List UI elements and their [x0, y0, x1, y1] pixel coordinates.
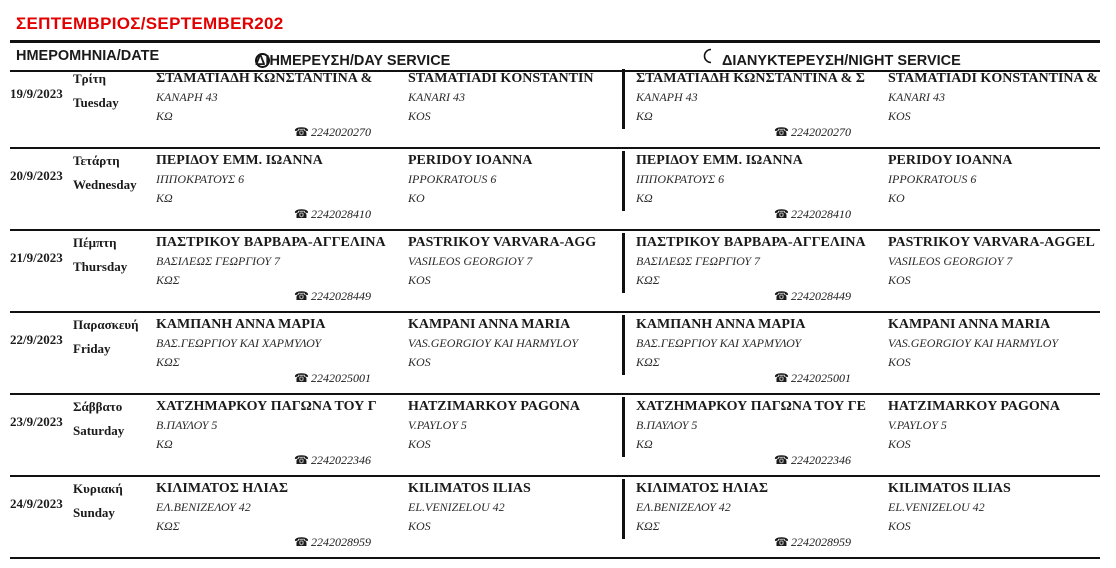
town: ΚΩ — [156, 437, 173, 451]
town: KOS — [408, 437, 431, 451]
phone-icon: ☎ — [294, 371, 309, 385]
night-entry-english — [888, 233, 1100, 290]
table-row — [10, 397, 1100, 477]
address: ΒΑΣΙΛΕΩΣ ΓΕΩΡΓΙΟΥ 7 — [156, 254, 281, 268]
town: ΚΩ — [636, 109, 653, 123]
day-entry-greek — [156, 151, 404, 208]
day-phone — [294, 453, 371, 468]
pharmacist-name: ΠΕΡΙΔΟΥ ΕΜΜ. ΙΩΑΝΝΑ — [156, 153, 323, 168]
table-row — [10, 233, 1100, 313]
table-row — [10, 315, 1100, 395]
day-entry-greek — [156, 69, 404, 126]
address: ΒΑΣ.ΓΕΩΡΓΙΟΥ ΚΑΙ ΧΑΡΜΥΛΟΥ — [156, 336, 322, 350]
phone-icon: ☎ — [774, 535, 789, 549]
day-phone-number: 2242028959 — [310, 535, 371, 549]
day-entry-english — [408, 315, 608, 372]
pharmacist-name: ΣΤΑΜΑΤΙΑΔΗ ΚΩΝΣΤΑΝΤΙΝΑ & Σ — [636, 71, 865, 86]
address: VASILEOS GEORGIOY 7 — [408, 254, 533, 268]
town: KO — [888, 191, 905, 205]
table-row — [10, 69, 1100, 149]
address: Β.ΠΑΥΛΟΥ 5 — [636, 418, 698, 432]
pharmacist-name: PERIDOY IOANNA — [888, 153, 1013, 168]
table-header — [10, 40, 1100, 72]
weekday-greek: Κυριακή — [73, 481, 123, 496]
night-phone — [774, 453, 851, 468]
address: IPPOKRATOUS 6 — [408, 172, 497, 186]
row-date: 19/9/2023 — [10, 86, 63, 101]
pharmacist-name: STAMATIADI KONSTANTINA & — [888, 71, 1099, 86]
phone-icon: ☎ — [774, 289, 789, 303]
pharmacist-name: KAMPANI ANNA MARIA — [408, 317, 571, 332]
night-phone — [774, 535, 851, 550]
night-phone-number: 2242025001 — [790, 371, 851, 385]
town: ΚΩΣ — [156, 519, 180, 533]
pharmacist-name: ΣΤΑΜΑΤΙΑΔΗ ΚΩΝΣΤΑΝΤΙΝΑ & — [156, 71, 373, 86]
address: ΚΑΝΑΡΗ 43 — [636, 90, 698, 104]
address: ΒΑΣ.ΓΕΩΡΓΙΟΥ ΚΑΙ ΧΑΡΜΥΛΟΥ — [636, 336, 802, 350]
address: V.PAYLOY 5 — [408, 418, 467, 432]
town: KOS — [408, 519, 431, 533]
pharmacist-name: PASTRIKOY VARVARA-AGGEL — [888, 235, 1095, 250]
address: ΕΛ.ΒΕΝΙΖΕΛΟΥ 42 — [636, 500, 731, 514]
phone-icon: ☎ — [294, 535, 309, 549]
town: KOS — [408, 355, 431, 369]
row-date: 24/9/2023 — [10, 496, 63, 511]
weekday-english: Sunday — [73, 505, 115, 520]
address: VAS.GEORGIOY KAI HARMYLOY — [408, 336, 579, 350]
phone-icon: ☎ — [294, 207, 309, 221]
address: KANARI 43 — [408, 90, 465, 104]
town: KOS — [888, 355, 911, 369]
day-phone-number: 2242025001 — [310, 371, 371, 385]
town: ΚΩΣ — [156, 273, 180, 287]
address: ΚΑΝΑΡΗ 43 — [156, 90, 218, 104]
address: ΒΑΣΙΛΕΩΣ ΓΕΩΡΓΙΟΥ 7 — [636, 254, 761, 268]
column-divider — [622, 233, 625, 293]
weekday-greek: Πέμπτη — [73, 235, 117, 250]
night-service-header-label: ΔΙΑΝΥΚΤΕΡΕΥΣΗ/NIGHT SERVICE — [722, 53, 961, 69]
day-entry-english — [408, 69, 608, 126]
town: ΚΩ — [636, 437, 653, 451]
day-entry-english — [408, 233, 608, 290]
pharmacist-name: HATZIMARKOY PAGONA — [888, 399, 1061, 414]
night-entry-english — [888, 315, 1100, 372]
address: IPPOKRATOUS 6 — [888, 172, 977, 186]
night-phone-number: 2242028410 — [790, 207, 851, 221]
address: VASILEOS GEORGIOY 7 — [888, 254, 1013, 268]
phone-icon: ☎ — [774, 371, 789, 385]
night-phone-number: 2242028959 — [790, 535, 851, 549]
pharmacist-name: ΚΙΛΙΜΑΤΟΣ ΗΛΙΑΣ — [636, 481, 769, 496]
night-entry-greek — [636, 233, 884, 290]
town: KOS — [888, 109, 911, 123]
town: ΚΩΣ — [156, 355, 180, 369]
night-phone-number: 2242022346 — [790, 453, 851, 467]
weekday-greek: Παρασκευή — [73, 317, 139, 332]
phone-icon: ☎ — [774, 453, 789, 467]
pharmacist-name: KILIMATOS ILIAS — [888, 481, 1011, 496]
day-phone-number: 2242020270 — [310, 125, 371, 139]
pharmacist-name: KILIMATOS ILIAS — [408, 481, 531, 496]
night-entry-english — [888, 151, 1100, 208]
day-entry-greek — [156, 397, 404, 454]
address: ΙΠΠΟΚΡΑΤΟΥΣ 6 — [636, 172, 725, 186]
weekday-english: Thursday — [73, 259, 128, 274]
column-divider — [622, 151, 625, 211]
night-entry-greek — [636, 479, 884, 536]
phone-icon: ☎ — [294, 125, 309, 139]
town: KOS — [888, 437, 911, 451]
column-divider — [622, 69, 625, 129]
night-entry-greek — [636, 315, 884, 372]
weekday-greek: Τετάρτη — [73, 153, 120, 168]
town: ΚΩΣ — [636, 273, 660, 287]
pharmacist-name: PERIDOY IOANNA — [408, 153, 533, 168]
pharmacist-name: ΠΑΣΤΡΙΚΟΥ ΒΑΡΒΑΡΑ-ΑΓΓΕΛΙΝΑ — [636, 235, 866, 250]
town: ΚΩ — [156, 191, 173, 205]
day-phone-number: 2242028449 — [310, 289, 371, 303]
weekday-english: Tuesday — [73, 95, 119, 110]
page-title: ΣΕΠΤΕΜΒΡΙΟΣ/SEPTEMBER202 — [16, 14, 284, 33]
weekday-greek: Σάββατο — [73, 399, 123, 414]
town: ΚΩ — [156, 109, 173, 123]
phone-icon: ☎ — [774, 125, 789, 139]
column-divider — [622, 479, 625, 539]
pharmacist-name: ΚΑΜΠΑΝΗ ΑΝΝΑ ΜΑΡΙΑ — [636, 317, 806, 332]
phone-icon: ☎ — [294, 453, 309, 467]
pharmacist-name: ΧΑΤΖΗΜΑΡΚΟΥ ΠΑΓΩΝΑ ΤΟΥ ΓΕ — [636, 399, 867, 414]
weekday-greek: Τρίτη — [73, 71, 107, 86]
night-phone — [774, 125, 851, 140]
day-phone — [294, 289, 371, 304]
day-entry-english — [408, 397, 608, 454]
day-phone — [294, 125, 371, 140]
address: KANARI 43 — [888, 90, 945, 104]
night-phone-number: 2242028449 — [790, 289, 851, 303]
night-phone — [774, 371, 851, 386]
night-entry-english — [888, 397, 1100, 454]
row-date: 23/9/2023 — [10, 414, 63, 429]
row-date: 22/9/2023 — [10, 332, 63, 347]
address: ΙΠΠΟΚΡΑΤΟΥΣ 6 — [156, 172, 245, 186]
column-divider — [622, 397, 625, 457]
day-entry-greek — [156, 479, 404, 536]
day-entry-greek — [156, 315, 404, 372]
pharmacist-name: ΧΑΤΖΗΜΑΡΚΟΥ ΠΑΓΩΝΑ ΤΟΥ Γ — [156, 399, 377, 414]
night-entry-greek — [636, 151, 884, 208]
pharmacist-name: ΠΕΡΙΔΟΥ ΕΜΜ. ΙΩΑΝΝΑ — [636, 153, 803, 168]
pharmacist-name: ΠΑΣΤΡΙΚΟΥ ΒΑΡΒΑΡΑ-ΑΓΓΕΛΙΝΑ — [156, 235, 386, 250]
day-phone-number: 2242028410 — [310, 207, 371, 221]
day-entry-english — [408, 151, 608, 208]
town: KOS — [888, 519, 911, 533]
day-phone — [294, 535, 371, 550]
table-row — [10, 479, 1100, 559]
weekday-english: Wednesday — [73, 177, 137, 192]
column-divider — [622, 315, 625, 375]
night-phone — [774, 207, 851, 222]
day-service-header-label: ΔΙΗΜΕΡΕΥΣΗ/DAY SERVICE — [255, 53, 451, 69]
night-entry-english — [888, 69, 1100, 126]
town: KO — [408, 191, 425, 205]
night-entry-greek — [636, 397, 884, 454]
address: EL.VENIZELOU 42 — [408, 500, 505, 514]
pharmacist-name: HATZIMARKOY PAGONA — [408, 399, 581, 414]
night-entry-english — [888, 479, 1100, 536]
day-phone-number: 2242022346 — [310, 453, 371, 467]
town: ΚΩΣ — [636, 519, 660, 533]
town: KOS — [408, 273, 431, 287]
weekday-english: Friday — [73, 341, 111, 356]
date-column-header: ΗΜΕΡΟΜΗΝΙΑ/DATE — [16, 48, 160, 64]
moon-icon — [700, 48, 716, 64]
address: ΕΛ.ΒΕΝΙΖΕΛΟΥ 42 — [156, 500, 251, 514]
row-date: 20/9/2023 — [10, 168, 63, 183]
pharmacist-name: PASTRIKOY VARVARA-AGG — [408, 235, 597, 250]
schedule-rows — [10, 69, 1100, 561]
weekday-english: Saturday — [73, 423, 125, 438]
address: EL.VENIZELOU 42 — [888, 500, 985, 514]
day-phone — [294, 371, 371, 386]
night-service-header — [700, 48, 961, 69]
phone-icon: ☎ — [774, 207, 789, 221]
address: VAS.GEORGIOY KAI HARMYLOY — [888, 336, 1059, 350]
pharmacist-name: STAMATIADI KONSTANTIN — [408, 71, 594, 86]
pharmacist-name: KAMPANI ANNA MARIA — [888, 317, 1051, 332]
night-phone — [774, 289, 851, 304]
town: KOS — [888, 273, 911, 287]
town: ΚΩ — [636, 191, 653, 205]
pharmacist-name: ΚΑΜΠΑΝΗ ΑΝΝΑ ΜΑΡΙΑ — [156, 317, 326, 332]
pharmacist-name: ΚΙΛΙΜΑΤΟΣ ΗΛΙΑΣ — [156, 481, 289, 496]
town: KOS — [408, 109, 431, 123]
night-entry-greek — [636, 69, 884, 126]
table-row — [10, 151, 1100, 231]
address: Β.ΠΑΥΛΟΥ 5 — [156, 418, 218, 432]
row-date: 21/9/2023 — [10, 250, 63, 265]
day-phone — [294, 207, 371, 222]
address: V.PAYLOY 5 — [888, 418, 947, 432]
day-entry-greek — [156, 233, 404, 290]
phone-icon: ☎ — [294, 289, 309, 303]
day-entry-english — [408, 479, 608, 536]
night-phone-number: 2242020270 — [790, 125, 851, 139]
town: ΚΩΣ — [636, 355, 660, 369]
